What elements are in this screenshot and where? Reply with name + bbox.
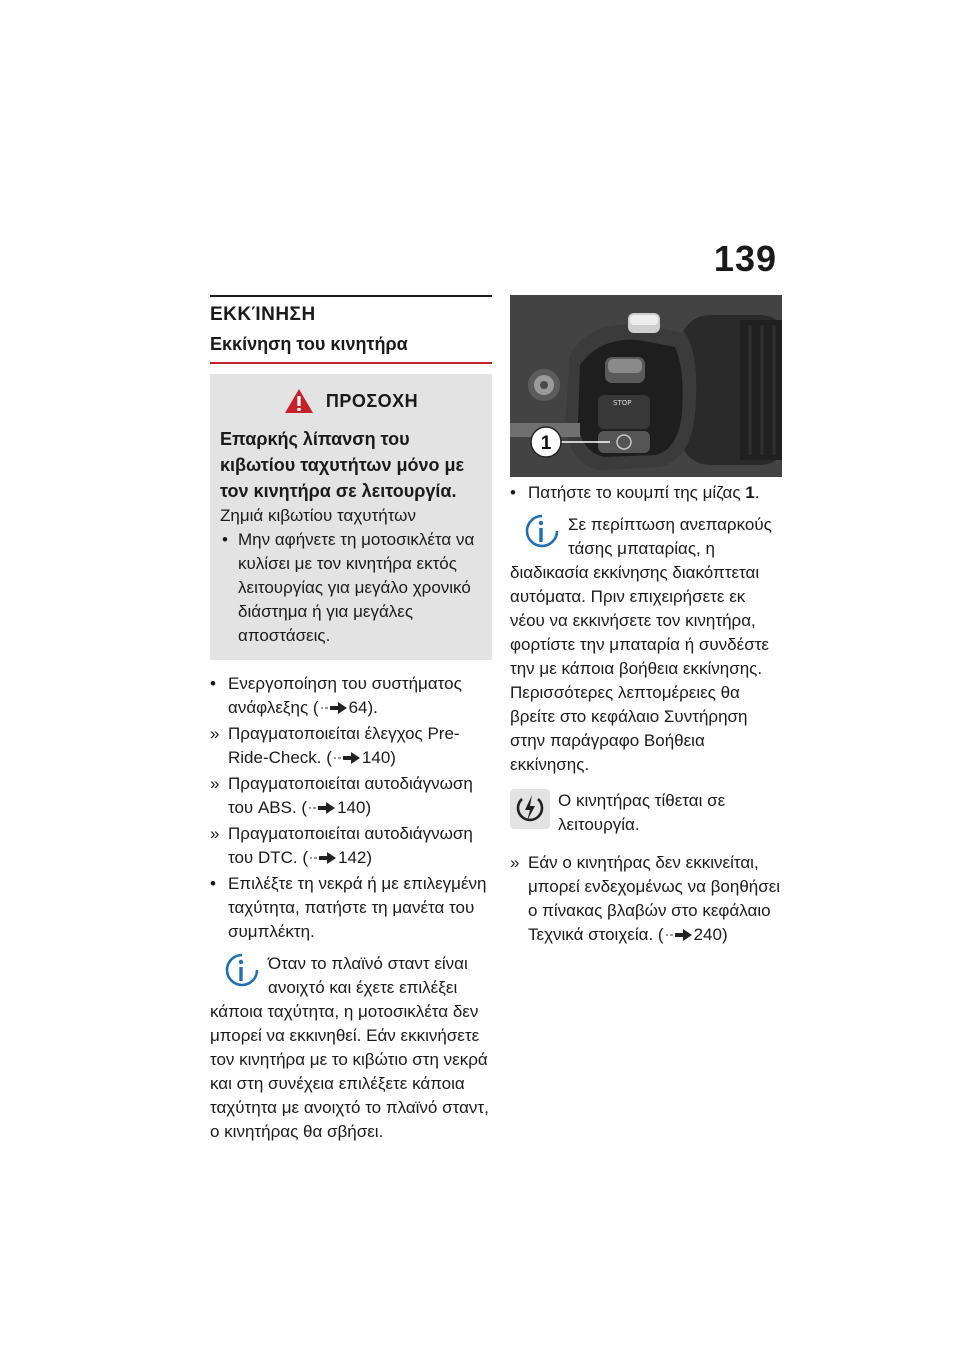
callout-ref: 1 [745,483,755,502]
list-text: Ενεργοποίηση του συστήματος ανάφλεξης ( [228,674,462,717]
page-ref-arrow-icon [666,929,692,941]
info-note [510,513,782,777]
section-rule [210,295,492,297]
info-note-text: Όταν το πλαϊνό σταντ είναι ανοιχτό και έχετε επιλέξει κάποια ταχύτητα, η μοτοσικλέτα δεν μπορεί να εκκινηθεί. Εάν εκκινήσετε τον κινητήρα με το κιβώτιο στη νεκρά και στη συνέχεια επιλέξετε κάποια ταχύτητα με ανοιχτό το πλαϊνό σταντ, ο κινητήρας θα σβήσει. [210,954,489,1141]
page-ref-link[interactable]: 64 [348,698,368,717]
info-note-text: Σε περίπτωση ανεπαρκούς τάσης μπαταρίας, η διαδικασία εκκίνησης διακόπτεται αυτόματα. Πριν επιχειρήσετε εκ νέου να εκκινήσετε τον κινητήρα, φορτίστε την μπαταρία ή συνδέστε την με κάποια βοήθεια εκκίνησης. [510,515,772,678]
warning-header [220,388,482,414]
bullet-marker: • [222,530,228,549]
page-number: 139 [713,238,777,279]
right-column [510,295,782,947]
section-title: ΕΚΚΊΝΗΣΗ [210,304,316,325]
page-ref-link[interactable]: 240 [693,925,722,944]
list-text: Πραγματοποιείται έλεγχος Pre-Ride-Check. ( [228,724,460,767]
handlebar-switch-photo [510,295,782,477]
page-ref-arrow-icon [310,852,336,864]
list-marker: » [210,724,220,743]
left-column [210,295,492,1144]
list-marker: » [210,824,220,843]
list-marker: • [210,874,216,893]
stop-label: STOP [613,399,632,407]
callout-number: 1 [540,433,552,454]
page-ref-link[interactable]: 140 [337,798,366,817]
list-suffix: ). [367,698,378,717]
list-text: Εάν ο κινητήρας δεν εκκινείται, μπορεί ενδεχομένως να βοηθήσει ο πίνακας βλαβών στο κεφάλαιο Τεχνικά στοιχεία. ( [528,853,781,944]
step-list [210,672,492,944]
list-suffix: ) [721,925,728,944]
warning-action-text: Μην αφήνετε τη μοτοσικλέτα να κυλίσει με τον κινητήρα εκτός λειτουργίας για μεγάλο χρονικό διάστημα ή για μεγάλες αποστάσεις. [238,530,475,645]
list-item [210,672,492,720]
list-text: Πραγματοποιείται αυτοδιάγνωση του ABS. ( [228,774,473,817]
warning-hazard: Επαρκής λίπανση του κιβωτίου ταχυτήτων μόνο με τον κινητήρα σε λειτουργία. [220,429,465,501]
list-item [210,822,492,870]
list-marker: • [510,483,516,502]
list-marker: » [210,774,220,793]
list-marker: • [210,674,216,693]
page-ref-arrow-icon [309,802,335,814]
page-ref-link[interactable]: 142 [338,848,367,867]
list-item [510,851,782,947]
warning-triangle-icon [284,388,314,414]
list-item [510,481,782,505]
indicator-text: Ο κινητήρας τίθεται σε λειτουργία. [558,791,726,834]
warning-box [210,374,492,660]
list-suffix: ) [366,848,373,867]
list-item [210,722,492,770]
warning-action [220,528,482,648]
list-suffix: . [754,483,760,502]
list-text: Πραγματοποιείται αυτοδιάγνωση του DTC. ( [228,824,473,867]
info-icon [224,952,260,988]
list-suffix: ) [390,748,396,767]
list-text: Πατήστε το κουμπί της μίζας [528,483,746,502]
info-icon [524,513,560,549]
info-note-text-2: Περισσότερες λεπτομέρειες θα βρείτε στο κεφάλαιο Συντήρηση στην παράγραφο Βοήθεια εκκίνησης. [510,683,748,774]
warning-consequence: Ζημιά κιβωτίου ταχυτήτων [220,506,416,525]
list-marker: » [510,853,520,872]
page-ref-link[interactable]: 140 [361,748,391,767]
page-ref-arrow-icon [321,702,347,714]
list-text: Επιλέξτε τη νεκρά ή με επιλεγμένη ταχύτητα, πατήστε τη μανέτα του συμπλέκτη. [228,874,487,941]
engine-start-icon [510,789,550,829]
subsection-rule [210,362,492,364]
info-note [210,952,492,1144]
page-ref-arrow-icon [334,752,360,764]
indicator-note [510,789,782,837]
warning-label: ΠΡΟΣΟΧΗ [325,391,419,411]
list-item [210,872,492,944]
subsection-title: Εκκίνηση του κινητήρα [210,334,408,354]
list-item [210,772,492,820]
list-suffix: ) [365,798,372,817]
